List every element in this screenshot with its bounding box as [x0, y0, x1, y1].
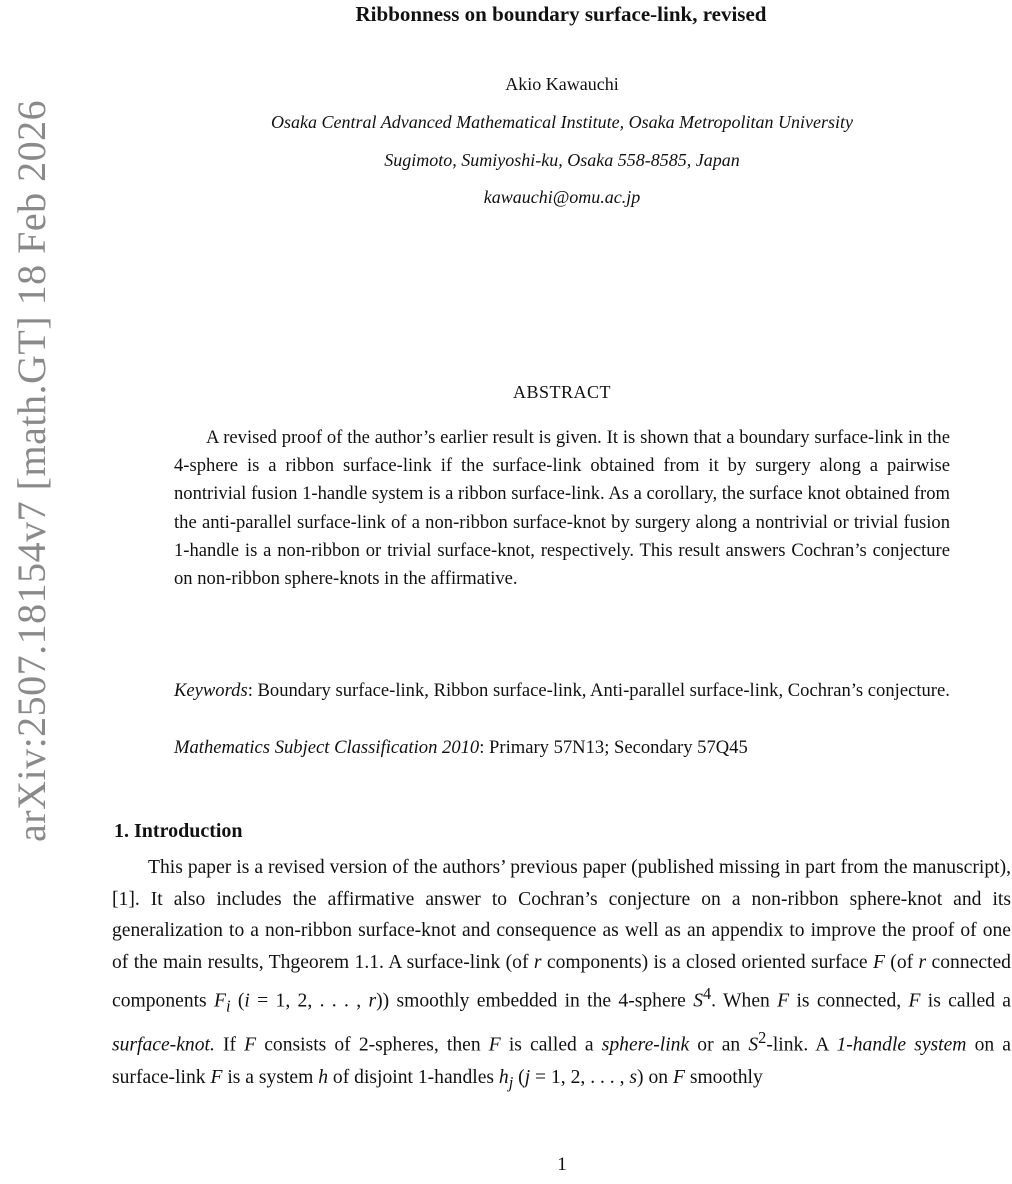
- abstract-heading: ABSTRACT: [512, 382, 612, 402]
- msc-classification: [174, 734, 950, 762]
- affiliation-line-1: Osaka Central Advanced Mathematical Institute, Osaka Metropolitan University: [271, 112, 853, 132]
- author-name: Akio Kawauchi: [505, 74, 619, 94]
- msc-label: Mathematics Subject Classification 2010: [174, 737, 480, 758]
- keywords-text: : Boundary surface-link, Ribbon surface-link, Anti-parallel surface-link, Cochran’s conjecture.: [247, 680, 950, 701]
- keywords-label: Keywords: [174, 680, 248, 701]
- author-email: kawauchi@omu.ac.jp: [483, 187, 641, 207]
- introduction-paragraph: This paper is a revised version of the authors’ previous paper (published missing in part from the manuscript), [1]. It also includes the affirmative answer to Cochran’s conjecture on a non-ribbon sphere-knot and its generalization to a non-ribbon surface-knot and consequence as well as an appendix to improve the proof of one of the main results, Thgeorem 1.1. A surface-link (of r components) is a closed oriented surface F (of r connected components $F_i$ (i = 1, 2, . . . , r)) smoothly embedded in the 4-sphere $S^4$. When F is connected, F is called a surface-knot. If F consists of 2-spheres, then F is called a sphere-link or an $S^2$-link. A 1-handle system on a surface-link F is a system h of disjoint 1-handles $h_j$ (j = 1, 2, . . . , s) on F smoothly: [112, 857, 1011, 1092]
- page-number: 1: [557, 1154, 567, 1175]
- arxiv-identifier-stamp: arXiv:2507.18154v7 [math.GT] 18 Feb 2026: [9, 99, 54, 842]
- abstract-text: A revised proof of the author’s earlier result is given. It is shown that a boundary surface-link in the 4-sphere is a ribbon surface-link if the surface-link obtained from it by surgery along a pairwise nontrivial fusion 1-handle system is a ribbon surface-link. As a corollary, the surface knot obtained from the anti-parallel surface-link of a non-ribbon surface-knot by surgery along a nontrivial or trivial fusion 1-handle is a non-ribbon or trivial surface-knot, respectively. This result answers Cochran’s conjecture on non-ribbon sphere-knots in the affirmative.: [174, 427, 950, 590]
- paper-title: Ribbonness on boundary surface-link, revised: [355, 2, 767, 26]
- affiliation-line-2: Sugimoto, Sumiyoshi-ku, Osaka 558-8585, Japan: [384, 150, 740, 170]
- section-heading-introduction: 1. Introduction: [114, 820, 243, 842]
- keywords: [174, 677, 950, 705]
- msc-text: : Primary 57N13; Secondary 57Q45: [479, 737, 748, 758]
